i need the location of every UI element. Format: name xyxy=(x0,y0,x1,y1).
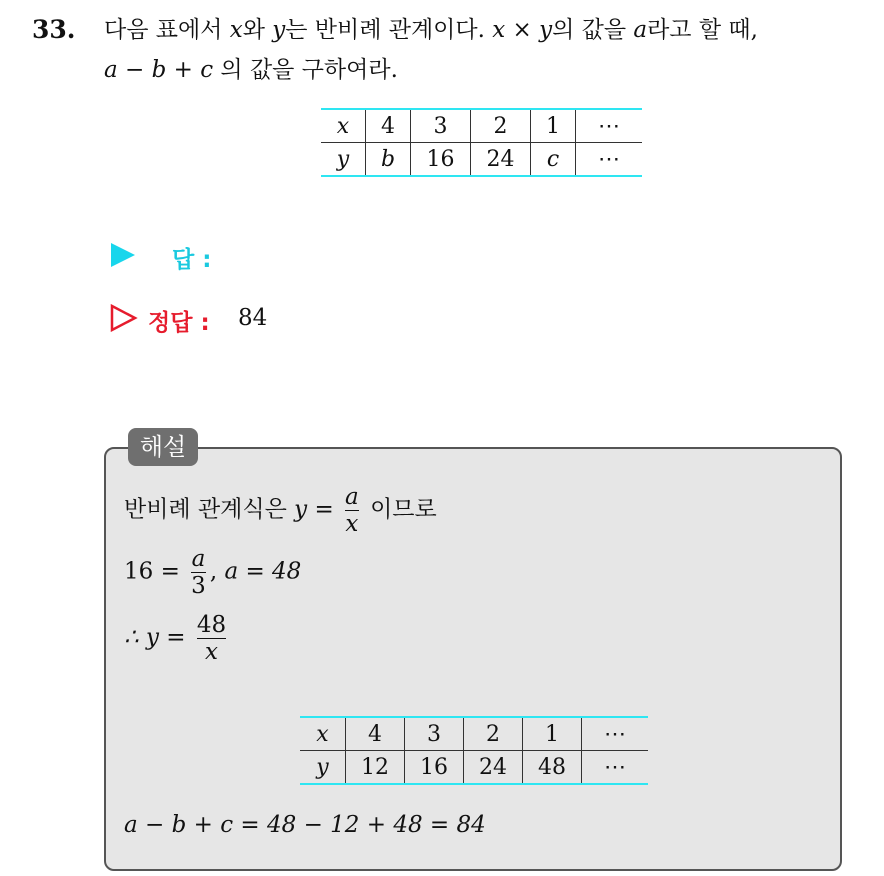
sol1-lhs: y = xyxy=(294,496,334,523)
table-row-x xyxy=(321,109,642,143)
question-table xyxy=(321,108,642,177)
table-row-y xyxy=(321,143,642,177)
table-cell: 1 xyxy=(531,109,576,143)
fraction xyxy=(197,612,226,665)
q-part5: 라고 할 때, xyxy=(647,17,758,43)
table-cell: 24 xyxy=(471,143,531,177)
table-row-x xyxy=(300,717,648,751)
table-cell: 4 xyxy=(346,717,405,751)
q-part3: 는 반비례 관계이다. xyxy=(285,17,485,43)
q-part4: 의 값을 xyxy=(552,17,627,43)
sol2-comma: , xyxy=(209,558,218,585)
sol1-end: 이므로 xyxy=(370,496,437,523)
table-cell: 16 xyxy=(405,751,464,785)
fraction xyxy=(345,484,359,537)
table-cell: 16 xyxy=(411,143,471,177)
correct-label: 정답 : xyxy=(148,310,210,336)
table-cell: ⋯ xyxy=(582,717,649,751)
fraction-numerator: a xyxy=(191,546,206,572)
solution-table xyxy=(300,716,648,785)
table-cell: 3 xyxy=(411,109,471,143)
sol2-lhs: 16 = xyxy=(124,558,180,585)
correct-value: 84 xyxy=(238,305,268,331)
q-part1: 다음 표에서 xyxy=(104,17,223,43)
fraction-denominator: x xyxy=(197,638,226,665)
q-var-y: y xyxy=(272,17,286,43)
fraction-numerator: a xyxy=(345,484,359,510)
table-cell: x xyxy=(300,717,346,751)
solution-line-1 xyxy=(124,484,437,537)
q-var-a: a xyxy=(633,17,648,43)
table-cell: 12 xyxy=(346,751,405,785)
table-cell: 24 xyxy=(464,751,523,785)
sol3-lhs: ∴ y = xyxy=(124,624,186,651)
solution-final: a − b + c = 48 − 12 + 48 = 84 xyxy=(124,812,486,838)
q-var-x: x xyxy=(229,17,243,43)
table-cell: 3 xyxy=(405,717,464,751)
answer-arrow-icon xyxy=(111,243,135,267)
table-cell: 2 xyxy=(471,109,531,143)
q-expr: a − b + c xyxy=(104,57,214,83)
q-product: x × y xyxy=(492,17,553,43)
answer-label: 답 : xyxy=(172,247,212,273)
fraction-numerator: 48 xyxy=(196,612,227,638)
fraction-denominator: x xyxy=(345,511,359,537)
fraction-denominator: 3 xyxy=(191,573,206,599)
fraction xyxy=(191,546,206,599)
question-number: 33. xyxy=(32,15,76,44)
table-cell: b xyxy=(366,143,411,177)
table-cell: ⋯ xyxy=(576,109,643,143)
table-cell: 4 xyxy=(366,109,411,143)
solution-tag: 해설 xyxy=(128,428,198,466)
table-cell: 2 xyxy=(464,717,523,751)
q-part6: 의 값을 구하여라. xyxy=(220,57,398,83)
table-cell: x xyxy=(321,109,366,143)
table-cell: ⋯ xyxy=(576,143,643,177)
table-cell: 1 xyxy=(523,717,582,751)
table-row-y xyxy=(300,751,648,785)
solution-line-3 xyxy=(124,612,230,665)
correct-arrow-icon xyxy=(110,304,138,332)
table-cell: y xyxy=(300,751,346,785)
table-cell: c xyxy=(531,143,576,177)
question-text-line2 xyxy=(104,54,398,87)
table-cell: 48 xyxy=(523,751,582,785)
sol1-text: 반비례 관계식은 xyxy=(124,496,287,523)
table-cell: ⋯ xyxy=(582,751,649,785)
q-part2: 와 xyxy=(242,17,265,43)
table-cell: y xyxy=(321,143,366,177)
sol2-rhs: a = 48 xyxy=(224,558,302,585)
question-text-line1 xyxy=(104,14,758,47)
solution-line-2 xyxy=(124,546,301,599)
